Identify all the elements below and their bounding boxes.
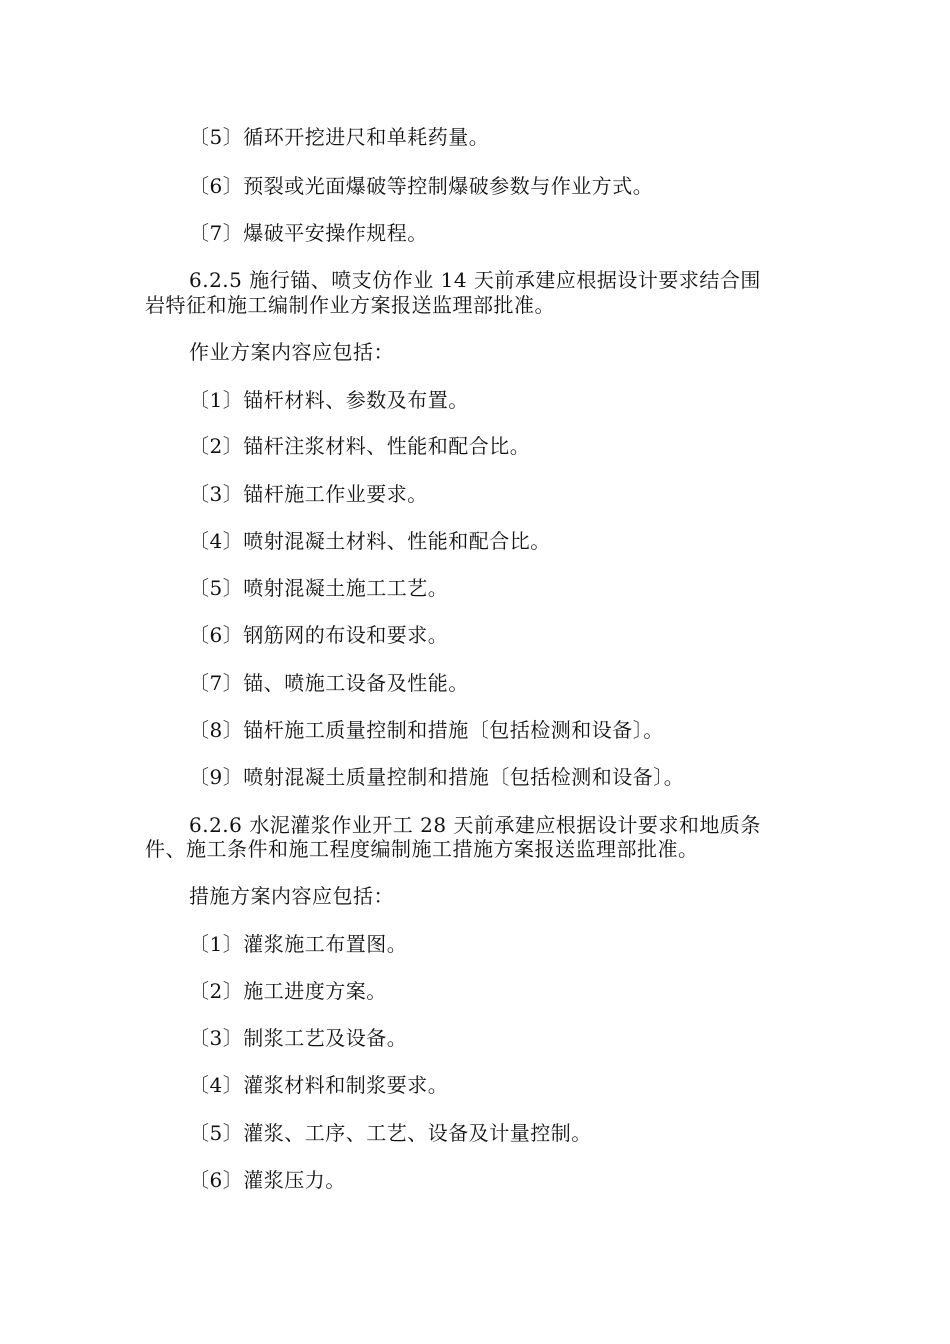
list-item: 〔5〕喷射混凝土施工工艺。 [189,576,449,600]
list-item: 〔8〕锚杆施工质量控制和措施〔包括检测和设备〕。 [189,718,664,742]
section-6-2-6-first-line: 6.2.6 水泥灌浆作业开工 28 天前承建应根据设计要求和地质条 [189,813,761,837]
list-item: 〔9〕喷射混凝土质量控制和措施〔包括检测和设备〕。 [189,765,685,789]
list-item: 〔2〕锚杆注浆材料、性能和配合比。 [189,434,531,458]
list-item: 〔6〕钢筋网的布设和要求。 [189,623,449,647]
list-item: 〔6〕预裂或光面爆破等控制爆破参数与作业方式。 [189,174,654,198]
list-item: 〔1〕锚杆材料、参数及布置。 [189,388,469,412]
list-item: 〔5〕循环开挖进尺和单耗药量。 [189,125,490,149]
list-item: 〔2〕施工进度方案。 [189,979,387,1003]
section-6-2-6-second-line: 件、施工条件和施工程度编制施工措施方案报送监理部批准。 [145,837,699,861]
list-item: 〔4〕灌浆材料和制浆要求。 [189,1073,449,1097]
section-6-2-5-intro: 作业方案内容应包括： [189,340,394,364]
list-item: 〔5〕灌浆、工序、工艺、设备及计量控制。 [189,1121,592,1145]
list-item: 〔3〕锚杆施工作业要求。 [189,482,428,506]
section-6-2-6-intro: 措施方案内容应包括： [189,884,394,908]
list-item: 〔7〕锚、喷施工设备及性能。 [189,671,469,695]
list-item: 〔6〕灌浆压力。 [189,1168,346,1192]
list-item: 〔3〕制浆工艺及设备。 [189,1026,408,1050]
list-item: 〔7〕爆破平安操作规程。 [189,221,428,245]
section-6-2-5-first-line: 6.2.5 施行锚、喷支仿作业 14 天前承建应根据设计要求结合围 [189,268,761,292]
list-item: 〔4〕喷射混凝土材料、性能和配合比。 [189,529,551,553]
section-6-2-5-second-line: 岩特征和施工编制作业方案报送监理部批准。 [145,293,555,317]
list-item: 〔1〕灌浆施工布置图。 [189,932,408,956]
